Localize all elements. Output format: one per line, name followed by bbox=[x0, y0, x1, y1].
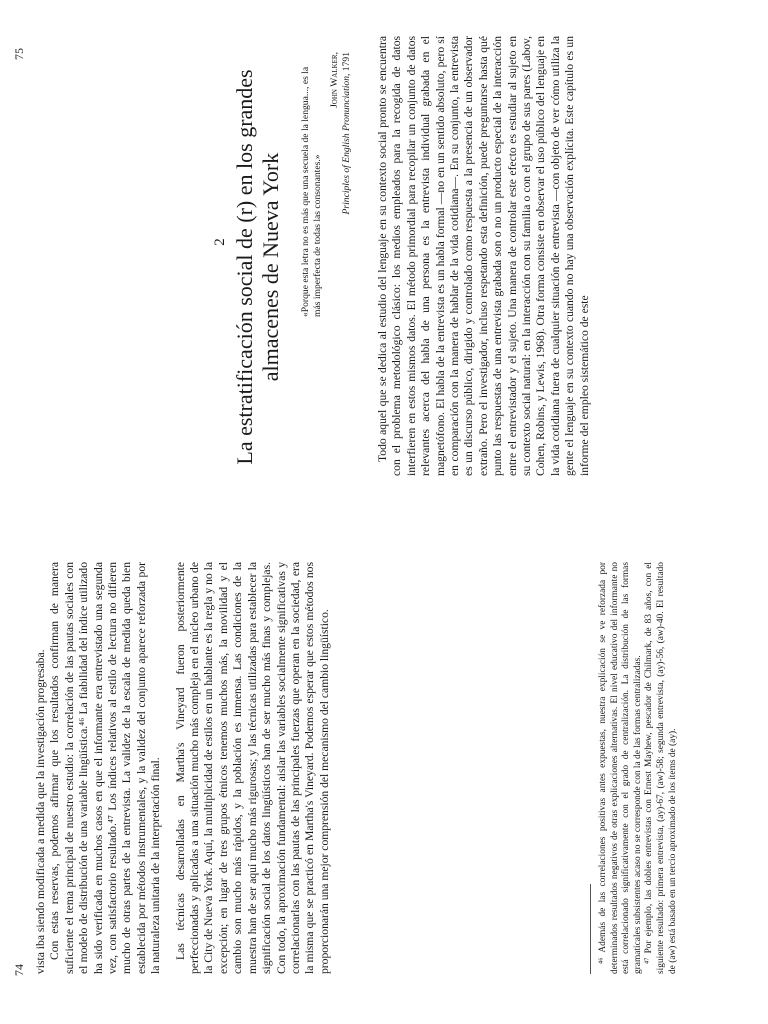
left-footnotes bbox=[598, 562, 679, 974]
epigraph bbox=[300, 52, 352, 317]
epigraph-author: John Walker, bbox=[329, 52, 341, 108]
left-page bbox=[0, 512, 768, 1024]
left-page-number: 74 bbox=[12, 964, 26, 976]
chapter-title: La estratificación social de (r) en los grandes almacenes de Nueva York bbox=[232, 69, 283, 465]
footnote-46: ⁴⁶ Además de las correlaciones positivas antes expuestas, nuestra explicación se ve reforzada por determinados resultados negativos de otras explicaciones alternativas. El nivel educativo del informante no está correlacionado significativamente con el grado de centralización. La distribución de las formas gramaticales subsistentes acaso no se corresponde con la de las formas centralizadas. bbox=[598, 562, 643, 974]
epigraph-attribution: John Walker, Principles of English Pronunciation, 1791 bbox=[329, 52, 352, 215]
right-page-number: 75 bbox=[12, 48, 26, 60]
epigraph-work: Principles of English Pronunciation bbox=[340, 75, 352, 215]
footnote-47: ⁴⁷ Por ejemplo, las dobles entrevistas con Ernest Mayhew, pescador de Chilmark, de 83 años, con el siguiente resultado: primera entrevista, (ay)-67, (aw)-58; segunda entrevista, (ay)-56, (aw)-40. El resultado de (aw) está basado en un tercio aproximado de los ítems de (ay). bbox=[644, 562, 678, 974]
epigraph-year: 1791 bbox=[340, 52, 352, 72]
footnote-rule bbox=[590, 884, 591, 974]
left-body bbox=[34, 562, 332, 974]
paragraph-methodology: Todo aquel que se dedica al estudio del lenguaje en su contexto social pronto se encuentra con el problema metodológico clásico: los medios empleados para la recogida de datos interfieren en estos mismos datos. El método primordial para recopilar un conjunto de datos relevantes acerca del habla de una persona es la entrevista individual grabada en el magnetófono. El habla de la entrevista es un habla formal —no en un sentido absoluto, pero sí en comparación con la manera de hablar de la vida cotidiana—. En su conjunto, la entrevista es un discurso público, dirigido y controlado como respuesta a la presencia de un observador extraño. Pero el investigador, incluso respetando esta definición, puede preguntarse hasta qué punto las respuestas de una entrevista grabada son o no un producto especial de la interacción entre el entrevistador y el sujeto. Una manera de controlar este efecto es estudiar al sujeto en su contexto social natural: en la interacción con su familia o con el grupo de sus pares (Labov, Cohen, Robins, y Lewis, 1968). Otra forma consiste en observar el uso público del lenguaje en la vida cotidiana fuera de cualquier situación de entrevista —con objeto de ver cómo utiliza la gente el lenguaje en su contexto cuando no hay una observación explícita. Este capítulo es un informe del empleo sistemático de este bbox=[376, 36, 591, 476]
paragraph-results: Con estas reservas, podemos afirmar que los resultados confirman de manera suficiente el tema principal de nuestro estudio: la correlación de las pautas sociales con el modelo de distribución de una variable lingüística.⁴⁶ La fiabilidad del índice utilizado ha sido verificada en muchos casos en que el informante era entrevistado una segunda vez, con satisfactorio resultado.⁴⁷ Los índices relativos al estilo de lectura no difieren mucho de otras partes de la entrevista. La validez de la escala de medida queda bien establecida por métodos instrumentales, y la validez del conjunto aparece reforzada por la naturaleza unitaria de la interpretación final. bbox=[48, 562, 163, 974]
epigraph-quote: «Porque esta letra no es más que una secuela de la lengua..., es la más imperfecta de todas las consonantes.» bbox=[300, 66, 323, 317]
paragraph-continuation: vista iba siendo modificada a medida que la investigación progresaba. bbox=[34, 649, 47, 974]
right-body bbox=[376, 36, 592, 476]
chapter-number: 2 bbox=[212, 238, 228, 246]
paragraph-techniques: Las técnicas desarrolladas en Martha's Vineyard fueron posteriormente perfeccionadas y aplicadas a una situación mucho más compleja en el núcleo urbano de la City de Nueva York. Aquí, la multiplicidad de estilos en un hablante es la regla y no la excepción; en lugar de tres grupos étnicos tenemos muchos más, la movilidad y el cambio son mucho más rápidos, y la población es inmensa. Las condiciones de la muestra han de ser aquí mucho más rigurosas; y las técnicas utilizadas para establecer la significación social de los datos lingüísticos han de ser mucho más finas y complejas. Con todo, la aproximación fundamental: aislar las variables socialmente significativas y correlacionarlas con las pautas de las principales fuerzas que operan en la sociedad, era la misma que se practicó en Martha's Vineyard. Podemos esperar que estos métodos nos proporcionarán una mejor comprensión del mecanismo del cambio lingüístico. bbox=[173, 562, 331, 974]
